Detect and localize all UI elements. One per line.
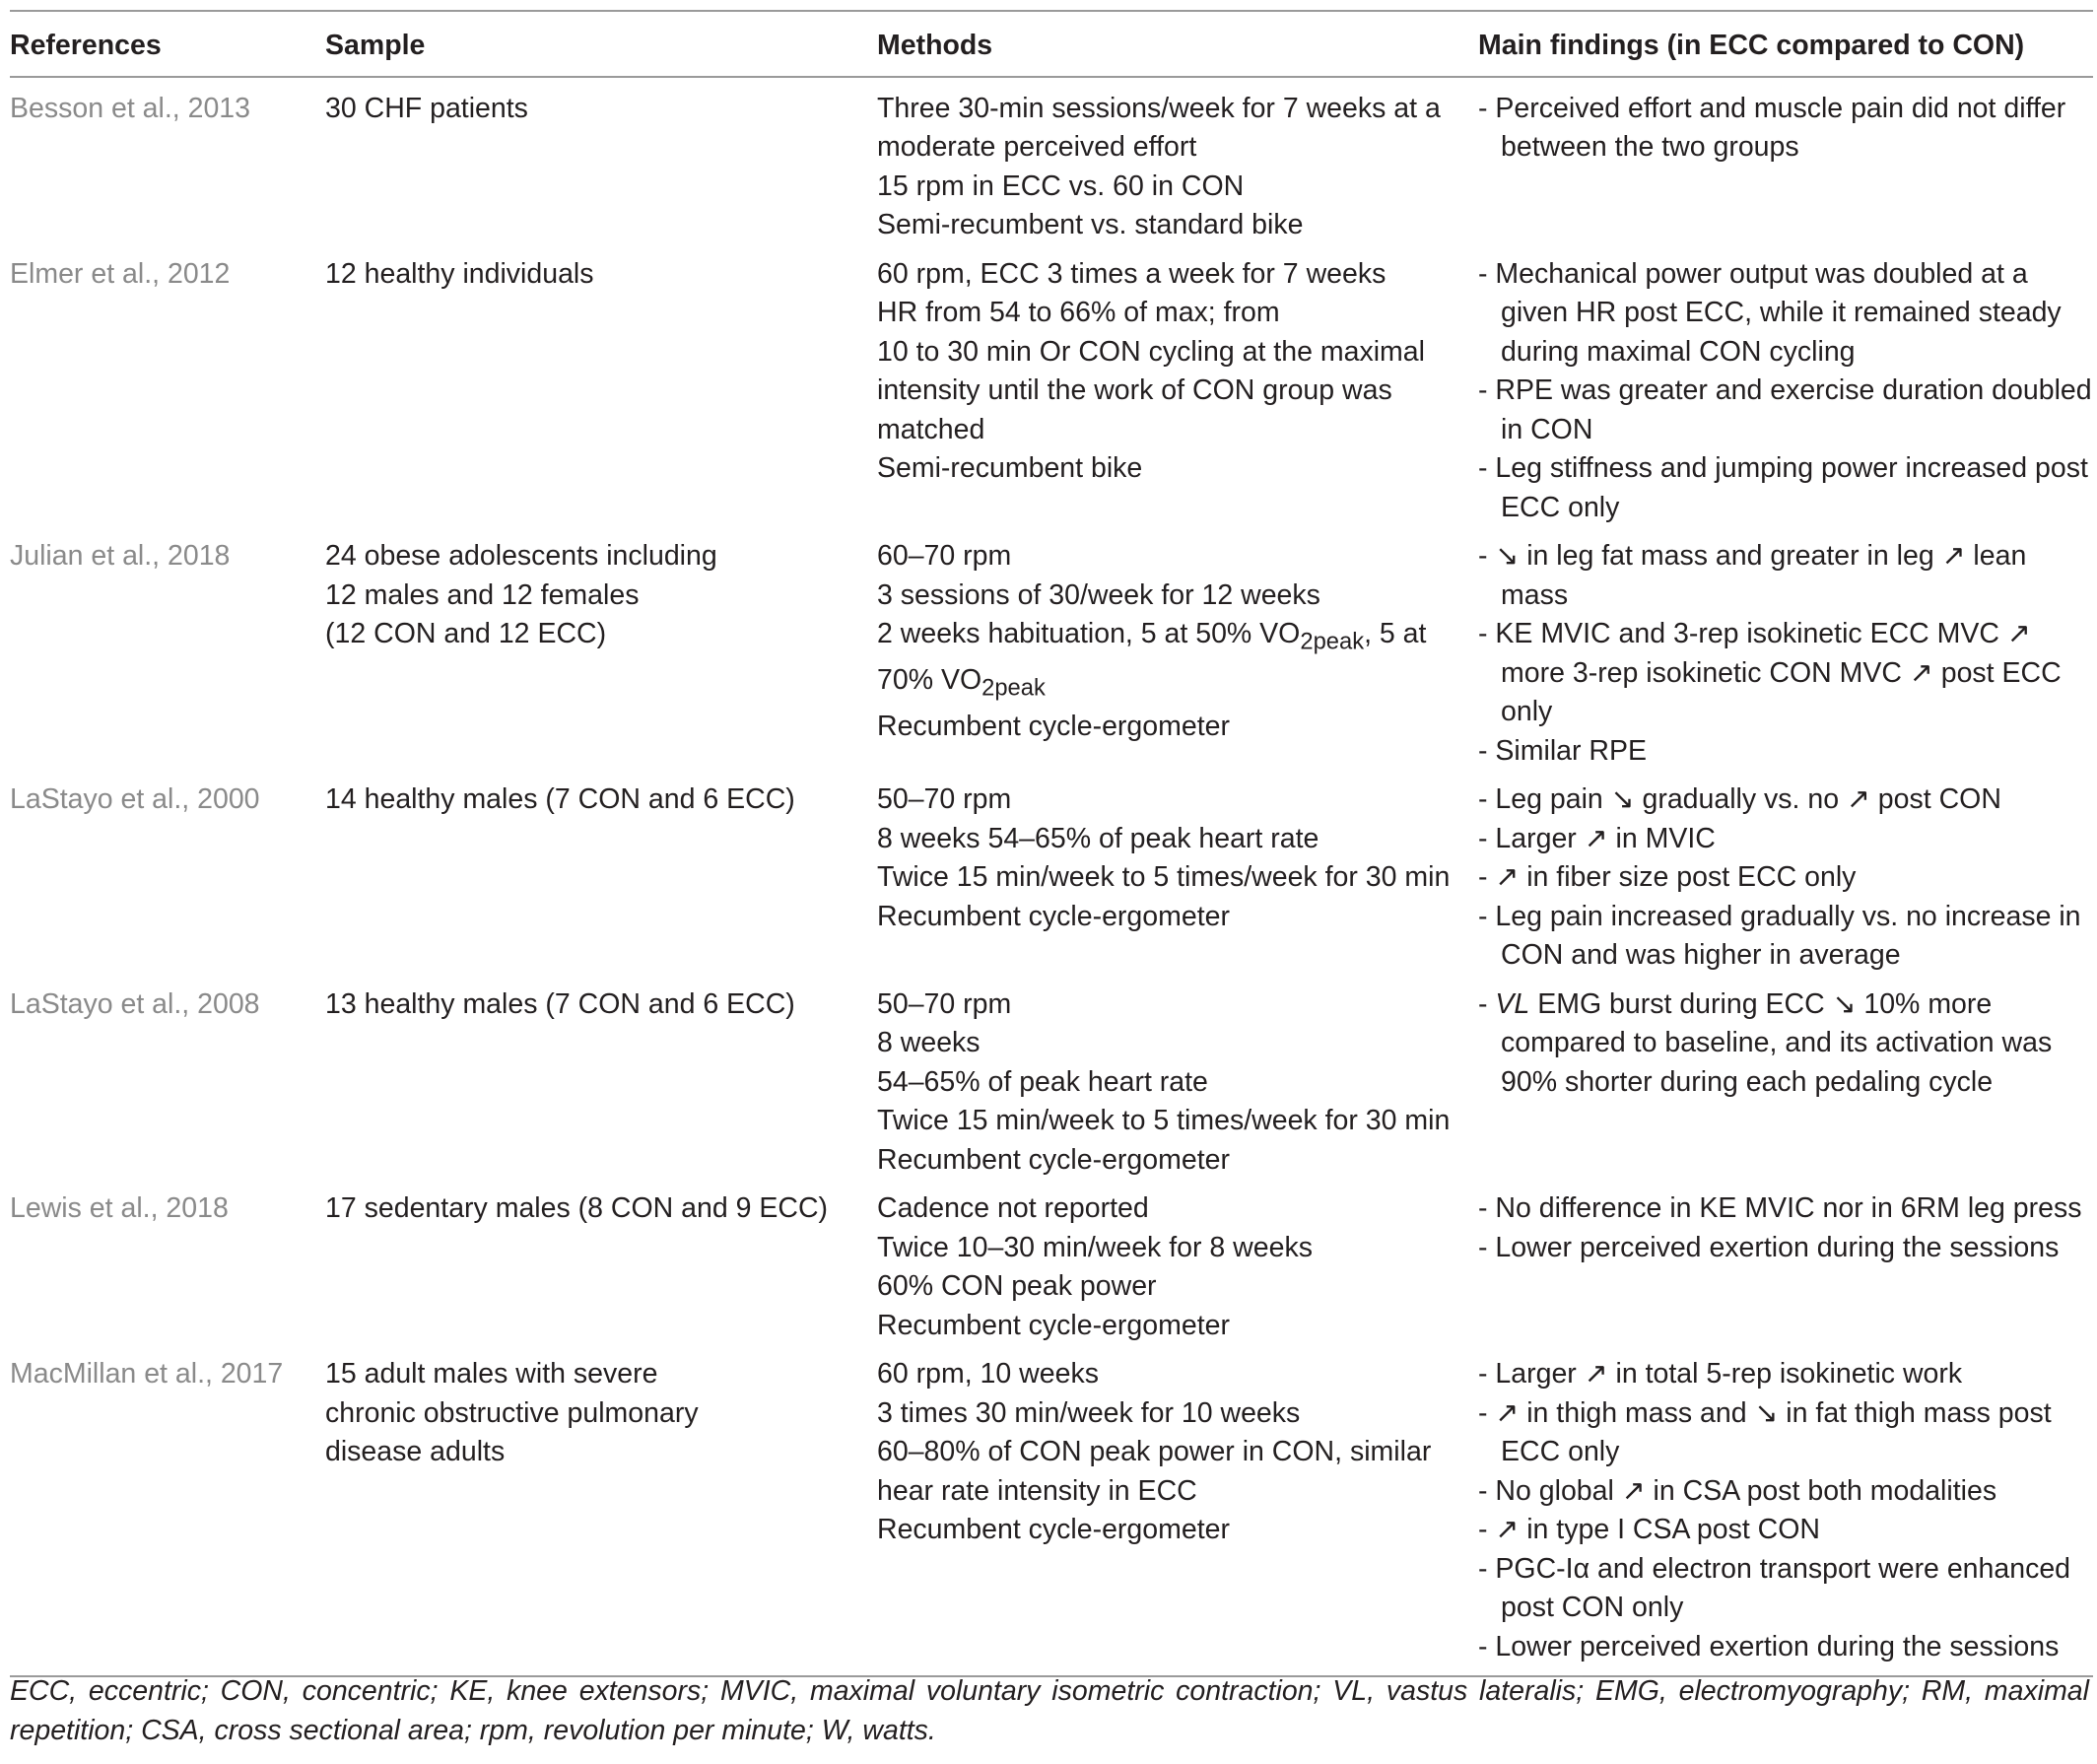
methods-line: hear rate intensity in ECC — [877, 1474, 1197, 1507]
finding-text: EMG burst during ECC ↘ 10% more compared to baseline, and its activation was 90% shorter during each pedaling cycle — [1501, 987, 2053, 1098]
sample-cell — [325, 983, 877, 1187]
methods-line: 60% CON peak power — [877, 1270, 1157, 1302]
methods-cell — [877, 778, 1478, 983]
findings-cell — [1478, 983, 2093, 1187]
findings-cell — [1478, 77, 2093, 252]
reference-cell: Besson et al., 2013 — [10, 92, 251, 124]
methods-text: 70% VO — [877, 664, 982, 697]
methods-line: Semi-recumbent bike — [877, 452, 1143, 484]
finding-item: - KE MVIC and 3-rep isokinetic ECC MVC ↗ more 3-rep isokinetic CON MVC ↗ post ECC only — [1478, 618, 2062, 727]
table-row — [10, 1187, 2093, 1352]
sample-line: chronic obstructive pulmonary — [325, 1396, 699, 1429]
table-body — [10, 77, 2093, 1677]
methods-line: HR from 54 to 66% of max; from — [877, 297, 1280, 328]
methods-cell — [877, 77, 1478, 252]
finding-italic-term: VL — [1495, 987, 1530, 1020]
methods-text: 2 weeks habituation, 5 at 50% VO — [877, 618, 1301, 649]
methods-line: 10 to 30 min Or CON cycling at the maximal — [877, 335, 1425, 368]
sample-line: disease adults — [325, 1436, 506, 1467]
methods-line: Recumbent cycle-ergometer — [877, 1514, 1230, 1545]
finding-item: - Lower perceived exertion during the sessions — [1478, 1231, 2060, 1263]
methods-line — [877, 661, 1478, 708]
table-row — [10, 983, 2093, 1187]
finding-item: - RPE was greater and exercise duration doubled in CON — [1478, 374, 2092, 445]
methods-line: 8 weeks — [877, 1027, 981, 1058]
table-row — [10, 534, 2093, 778]
studies-table — [10, 10, 2093, 1677]
table-header — [10, 11, 2093, 77]
methods-line: 60 rpm, ECC 3 times a week for 7 weeks — [877, 257, 1387, 290]
methods-line: 8 weeks 54–65% of peak heart rate — [877, 822, 1319, 854]
sample-line: 13 healthy males (7 CON and 6 ECC) — [325, 987, 795, 1020]
table-footnote: ECC, eccentric; CON, concentric; KE, knee extensors; MVIC, maximal voluntary isometric contraction; VL, vastus lateralis; EMG, electromyography; RM, maximal repetition; CSA, cross sectional area; rpm, revolution per minute; W, watts. — [10, 1675, 2089, 1746]
methods-line: Cadence not reported — [877, 1192, 1149, 1224]
vo2peak-subscript: 2peak — [981, 674, 1046, 702]
methods-line: Recumbent cycle-ergometer — [877, 1143, 1230, 1176]
finding-item: - Lower perceived exertion during the sessions — [1478, 1630, 2060, 1662]
sample-line: (12 CON and 12 ECC) — [325, 618, 607, 649]
methods-line: Twice 15 min/week to 5 times/week for 30 min — [877, 861, 1451, 893]
finding-item: - ↗ in type I CSA post CON — [1478, 1514, 1820, 1545]
finding-item: - Similar RPE — [1478, 734, 1648, 767]
methods-line: 3 sessions of 30/week for 12 weeks — [877, 578, 1320, 611]
reference-cell: Julian et al., 2018 — [10, 540, 231, 572]
table-row — [10, 778, 2093, 983]
finding-item: - No global ↗ in CSA post both modalities — [1478, 1474, 1997, 1507]
table-row — [10, 1352, 2093, 1676]
finding-item — [1478, 985, 2093, 1103]
sample-line: 24 obese adolescents including — [325, 540, 717, 572]
sample-line: 30 CHF patients — [325, 92, 528, 124]
reference-cell: LaStayo et al., 2008 — [10, 987, 260, 1020]
sample-cell — [325, 778, 877, 983]
methods-line: intensity until the work of CON group was — [877, 374, 1392, 406]
methods-line — [877, 615, 1478, 661]
header-methods: Methods — [877, 11, 1478, 77]
methods-line: 50–70 rpm — [877, 987, 1012, 1020]
methods-cell — [877, 534, 1478, 778]
methods-line: Recumbent cycle-ergometer — [877, 711, 1230, 743]
sample-line: 12 healthy individuals — [325, 257, 594, 290]
finding-item: - Larger ↗ in total 5-rep isokinetic work — [1478, 1358, 1963, 1390]
methods-line: 15 rpm in ECC vs. 60 in CON — [877, 170, 1245, 202]
methods-line: Twice 15 min/week to 5 times/week for 30 min — [877, 1105, 1451, 1136]
sample-cell — [325, 77, 877, 252]
finding-item: - ↗ in thigh mass and ↘ in fat thigh mass post ECC only — [1478, 1396, 2052, 1467]
sample-cell — [325, 252, 877, 535]
sample-line: 14 healthy males (7 CON and 6 ECC) — [325, 783, 795, 815]
table-row — [10, 252, 2093, 535]
header-references: References — [10, 11, 325, 77]
methods-line: moderate perceived effort — [877, 131, 1197, 163]
sample-cell — [325, 1187, 877, 1352]
methods-line: Recumbent cycle-ergometer — [877, 1309, 1230, 1341]
header-sample: Sample — [325, 11, 877, 77]
finding-item: - Leg pain ↘ gradually vs. no ↗ post CON — [1478, 783, 2001, 815]
sample-line: 12 males and 12 females — [325, 578, 640, 611]
sample-cell — [325, 1352, 877, 1676]
methods-line: 54–65% of peak heart rate — [877, 1065, 1208, 1098]
vo2peak-subscript: 2peak — [1300, 628, 1365, 655]
findings-cell — [1478, 1187, 2093, 1352]
methods-cell — [877, 252, 1478, 535]
findings-cell — [1478, 778, 2093, 983]
findings-cell — [1478, 1352, 2093, 1676]
findings-cell — [1478, 534, 2093, 778]
methods-line: 3 times 30 min/week for 10 weeks — [877, 1396, 1301, 1429]
methods-text: , 5 at — [1364, 618, 1427, 649]
reference-cell: Lewis et al., 2018 — [10, 1192, 229, 1224]
reference-cell: Elmer et al., 2012 — [10, 257, 231, 290]
finding-item: - Mechanical power output was doubled at a given HR post ECC, while it remained steady during maximal CON cycling — [1478, 257, 2062, 368]
methods-line: Recumbent cycle-ergometer — [877, 900, 1230, 932]
reference-cell: MacMillan et al., 2017 — [10, 1352, 325, 1676]
finding-item: - Leg pain increased gradually vs. no increase in CON and was higher in average — [1478, 900, 2081, 971]
findings-cell — [1478, 252, 2093, 535]
finding-item: - Leg stiffness and jumping power increased post ECC only — [1478, 452, 2088, 523]
reference-cell: LaStayo et al., 2000 — [10, 783, 260, 815]
finding-item: - Larger ↗ in MVIC — [1478, 822, 1716, 854]
sample-cell — [325, 534, 877, 778]
methods-line: 50–70 rpm — [877, 783, 1012, 815]
finding-item: - Perceived effort and muscle pain did not differ between the two groups — [1478, 92, 2066, 163]
methods-line: 60–80% of CON peak power in CON, similar — [877, 1436, 1432, 1467]
finding-dash: - — [1478, 987, 1496, 1020]
header-main-findings: Main findings (in ECC compared to CON) — [1478, 11, 2093, 77]
methods-line: matched — [877, 413, 985, 445]
finding-item: - ↗ in fiber size post ECC only — [1478, 861, 1857, 893]
methods-cell — [877, 983, 1478, 1187]
sample-line: 15 adult males with severe — [325, 1358, 658, 1390]
finding-item: - PGC-Iα and electron transport were enhanced post CON only — [1478, 1552, 2071, 1623]
sample-line: 17 sedentary males (8 CON and 9 ECC) — [325, 1192, 829, 1224]
methods-cell — [877, 1352, 1478, 1676]
table-row — [10, 77, 2093, 252]
finding-item: - No difference in KE MVIC nor in 6RM leg press — [1478, 1192, 2082, 1224]
methods-line: Twice 10–30 min/week for 8 weeks — [877, 1231, 1313, 1263]
methods-cell — [877, 1187, 1478, 1352]
methods-line: Semi-recumbent vs. standard bike — [877, 209, 1304, 240]
header-row — [10, 11, 2093, 77]
finding-item: - ↘ in leg fat mass and greater in leg ↗ lean mass — [1478, 540, 2027, 611]
methods-line: 60–70 rpm — [877, 540, 1012, 572]
methods-line: Three 30-min sessions/week for 7 weeks at a — [877, 92, 1441, 124]
methods-line: 60 rpm, 10 weeks — [877, 1358, 1099, 1390]
